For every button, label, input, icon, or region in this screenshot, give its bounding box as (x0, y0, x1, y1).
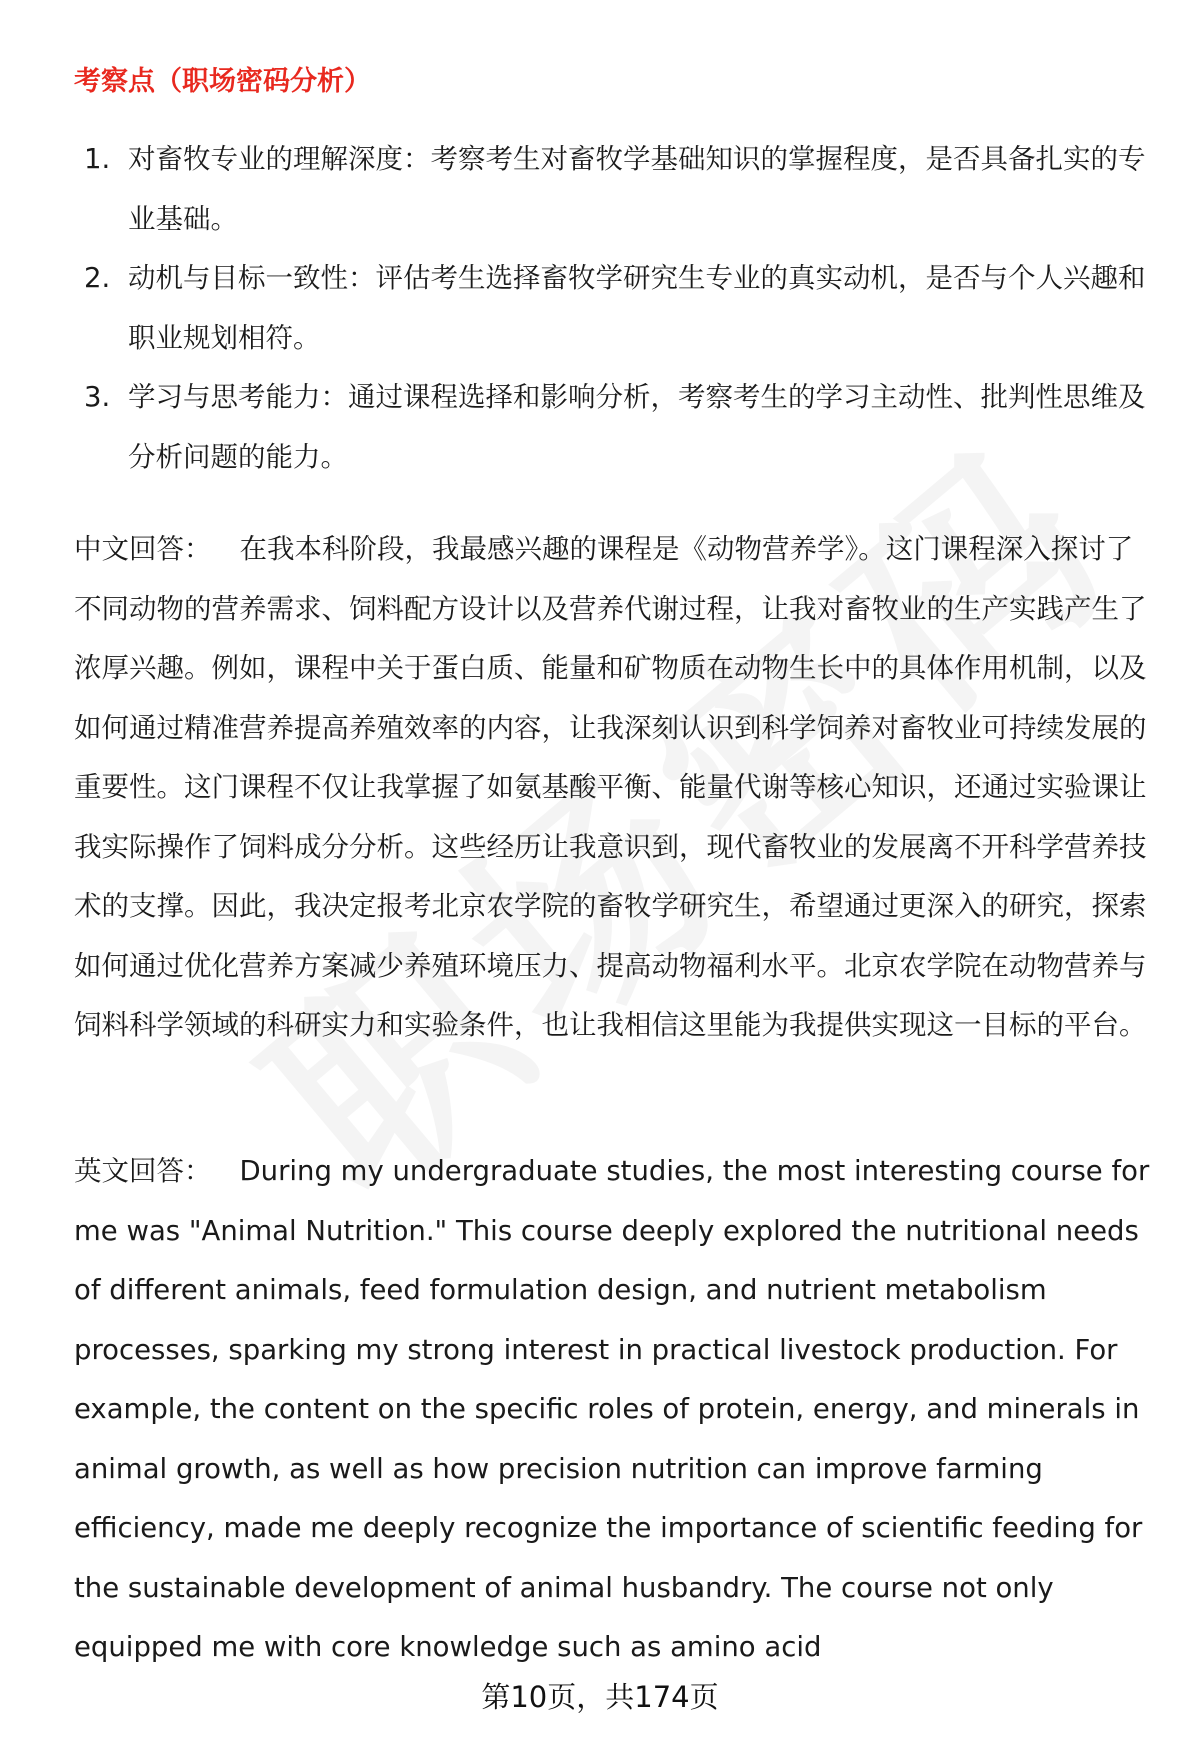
list-item-text: 动机与目标一致性：评估考生选择畜牧学研究生专业的真实动机，是否与个人兴趣和职业规划相符。 (128, 262, 1146, 354)
chinese-answer-text: 在我本科阶段，我最感兴趣的课程是《动物营养学》。这门课程深入探讨了不同动物的营养需求、饲料配方设计以及营养代谢过程，让我对畜牧业的生产实践产生了浓厚兴趣。例如，课程中关于蛋白质、能量和矿物质在动物生长中的具体作用机制，以及如何通过精准营养提高养殖效率的内容，让我深刻认识到科学饲养对畜牧业可持续发展的重要性。这门课程不仅让我掌握了如氨基酸平衡、能量代谢等核心知识，还通过实验课让我实际操作了饲料成分分析。这些经历让我意识到，现代畜牧业的发展离不开科学营养技术的支撑。因此，我决定报考北京农学院的畜牧学研究生，希望通过更深入的研究，探索如何通过优化营养方案减少养殖环境压力、提高动物福利水平。北京农学院在动物营养与饲料科学领域的科研实力和实验条件，也让我相信这里能为我提供实现这一目标的平台。 (74, 533, 1147, 1041)
chinese-answer-label: 中文回答： (74, 533, 212, 565)
chinese-answer-paragraph (74, 520, 1160, 1056)
english-answer-text: During my undergraduate studies, the most interesting course for me was "Animal Nutrition." This course deeply explored the nutritional needs of different animals, feed formulation design, and nutrient metabolism processes, sparking my strong interest in practical livestock production. For example, the content on the specific roles of protein, energy, and minerals in animal growth, as well as how precision nutrition can improve farming efficiency, made me deeply recognize the importance of scientific feeding for the sustainable development of animal husbandry. The course not only equipped me with core knowledge such as amino acid (74, 1155, 1150, 1663)
list-item-number: 2. (84, 262, 111, 294)
list-item-text: 学习与思考能力：通过课程选择和影响分析，考察考生的学习主动性、批判性思维及分析问题的能力。 (128, 381, 1146, 473)
english-answer-paragraph (74, 1142, 1160, 1678)
list-item (74, 368, 1154, 487)
list-item (74, 249, 1154, 368)
page-number: 第10页，共174页 (481, 1680, 719, 1714)
list-item-text: 对畜牧专业的理解深度：考察考生对畜牧学基础知识的掌握程度，是否具备扎实的专业基础。 (128, 143, 1146, 235)
list-item (74, 130, 1154, 249)
assessment-points-list (74, 130, 1154, 487)
list-item-number: 1. (84, 143, 111, 175)
english-answer-label: 英文回答： (74, 1155, 212, 1187)
list-item-number: 3. (84, 381, 111, 413)
section-title: 考察点（职场密码分析） (74, 66, 371, 97)
